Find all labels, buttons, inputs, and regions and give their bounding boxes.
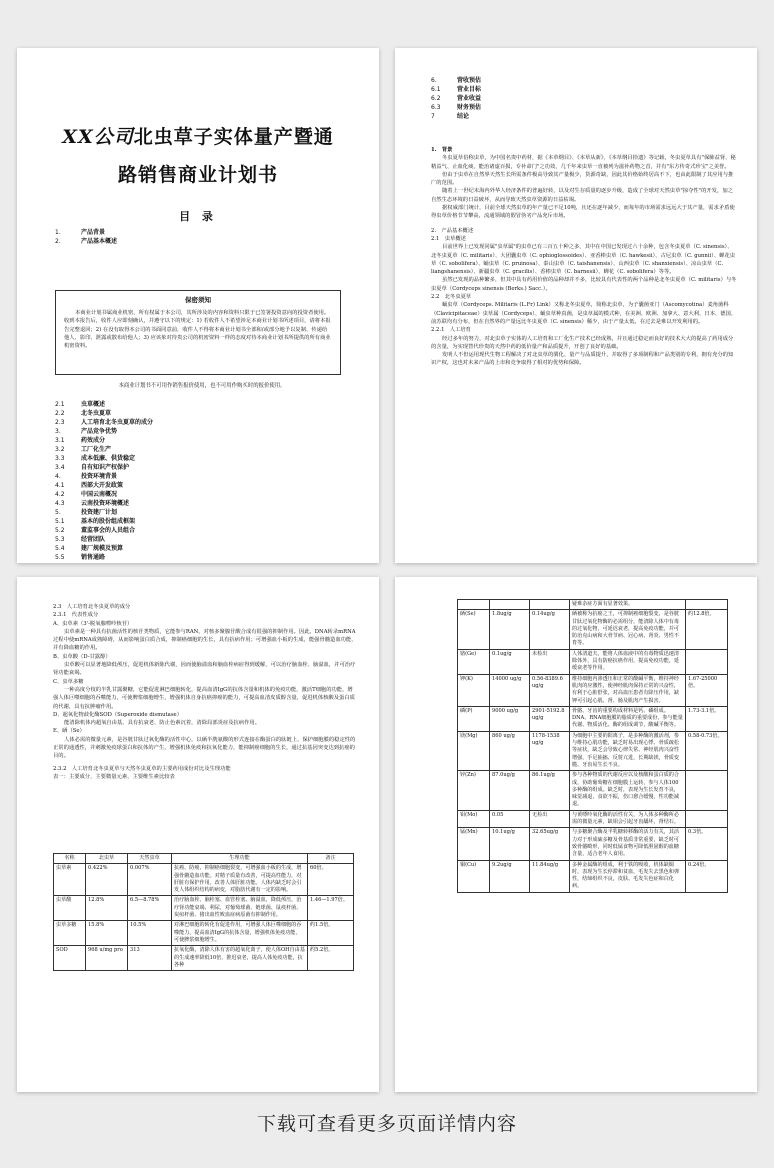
confidentiality-notice bbox=[55, 290, 341, 375]
toc-item bbox=[55, 535, 359, 544]
table-cell: 86.1ug/g bbox=[530, 771, 570, 810]
table-row bbox=[458, 810, 728, 828]
table-cell: 约12.8倍。 bbox=[686, 610, 728, 649]
toc-item-label: 西部大开发政策 bbox=[81, 482, 124, 489]
table-cell: 磷(P) bbox=[458, 706, 490, 731]
toc-item-number: 3.4 bbox=[55, 464, 65, 471]
paragraph: 蛹虫草（Cordyceps. Militaris (L.Fr) Link）又称北冬虫夏草，简称北虫草，为子囊菌亚门（Ascomycotina）麦角菌科（Clavicipitaceae）虫草属（Cordyceps）、蛹虫草种真菌，是虫草属的模式种，在美洲、欧洲、加拿大、意大利、日本、德国、前苏联均有分布，但在自然界的产量远比冬虫夏草（C. sinensis）稀少，由于产量太低，在过去是难以开发利用的。 bbox=[431, 302, 737, 325]
table-caption: 表一：主要成分、主要微量元素、主要维生素比较表 bbox=[53, 773, 175, 780]
composition-table bbox=[53, 853, 354, 971]
table-cell: 60倍。 bbox=[308, 864, 354, 896]
table-cell bbox=[530, 600, 570, 610]
table-row-continued bbox=[458, 600, 728, 610]
background-section bbox=[431, 146, 737, 368]
toc-item-number: 5.3 bbox=[55, 536, 65, 543]
notice-heading: 保密须知 bbox=[185, 296, 211, 304]
toc-item bbox=[55, 472, 359, 481]
toc-item-label: 营业目标 bbox=[457, 86, 482, 93]
item-heading: B、虫草酸（D-甘露醇） bbox=[53, 653, 111, 660]
table-cell: 维持细胞内渗透压和正常的酸碱平衡，维持神经肌肉的应激性，使神经肌肉保持正常的兴奋性，有利于心脏舒张，对高血压患者有降压作用，缺钾可引起心肌、肾、肠及肌肉产生损害。 bbox=[570, 674, 686, 706]
table-cell: 约5.2倍。 bbox=[308, 946, 354, 971]
table-cell: 1.73-3.1倍。 bbox=[686, 706, 728, 731]
table-row bbox=[458, 649, 728, 674]
table-cell: 未检出 bbox=[530, 649, 570, 674]
toc-item-label: 营业收益 bbox=[457, 95, 482, 102]
toc-item-label: 产品竞争优势 bbox=[81, 428, 118, 435]
toc-item-number: 2.3 bbox=[55, 419, 65, 426]
toc-item bbox=[55, 400, 359, 409]
toc-item bbox=[55, 427, 359, 436]
toc-item bbox=[55, 228, 359, 237]
toc-item-label: 结论 bbox=[457, 113, 470, 120]
document-page-2 bbox=[395, 48, 757, 563]
toc-list-tail bbox=[431, 76, 737, 121]
table-cell: 1.8ug/g bbox=[490, 610, 530, 649]
table-cell: 10.1ug/g bbox=[490, 828, 530, 860]
notice-footnote: 本商业计划书不可用作销售报价使用，也不可用作购买时的报价使用。 bbox=[118, 383, 286, 389]
toc-item-label: 人工培育北冬虫夏草的成分 bbox=[81, 419, 154, 426]
toc-item-number: 3. bbox=[55, 428, 61, 435]
table-cell: 14000 ug/g bbox=[490, 674, 530, 706]
paragraph: 冬虫夏草俗称虫草，为中国名贵中药材，据《本草纲目》、《本草从新》、《本草纲目拾遗》等记载，冬虫夏草具有"保肺益肾、秘精益气、止血化痰，能治诸虚百损，专补命门"之功效，几千年来虫草一直被列为滋补药物之首，并有"东方传奇式珍宝"之美誉。 bbox=[431, 155, 736, 170]
table-cell: 虫草多糖 bbox=[54, 921, 86, 946]
toc-item-number: 4.2 bbox=[55, 491, 65, 498]
table-cell: 抗氧化酶，清除人体有害的超氧化离子，使人体OH自由基的生成速率降低10倍，推迟衰老，提高人体免疫功能，抗各种 bbox=[172, 946, 308, 971]
table-row bbox=[54, 921, 354, 946]
item-heading: D、超氧化物歧化酶SOD（Superoxide dismutase） bbox=[53, 711, 182, 718]
table-cell: 骨骼、牙齿的重要构成材料是钙、磷组成。DNA、RNA细胞膜的脂质的重要成份，参与能量代谢、物质活化、酶的组成调节，酸碱平衡等。 bbox=[570, 706, 686, 731]
table-row bbox=[458, 674, 728, 706]
toc-item bbox=[431, 76, 737, 85]
toc-item bbox=[55, 499, 359, 508]
table-cell: 0.3倍。 bbox=[686, 828, 728, 860]
table-cell: 参与各种物质的代谢反应以及核酸和蛋白质的合成，协助葡萄糖在细胞膜上运转，参与人体100多种酶的组成。缺乏时，表现为生长发育不良，味觉减退，食欲不振，伤口愈合缓慢，性功能减退。 bbox=[570, 771, 686, 810]
section-heading: 2.1 虫草概述 bbox=[431, 235, 466, 242]
toc-item bbox=[55, 526, 359, 535]
table-cell: 与黄嘌呤氧化酶的活性有关，为人体多种酶所必需的微量元素，缺钼会引起牙齿龋坏，肾结石。 bbox=[570, 810, 686, 828]
company-name: XX公司 bbox=[62, 126, 134, 148]
table-header-cell: 备注 bbox=[308, 854, 354, 864]
table-cell: 硒(Se) bbox=[458, 610, 490, 649]
toc-item-label: 产品基本概述 bbox=[81, 238, 118, 245]
table-cell: 11.84ug/g bbox=[530, 860, 570, 892]
table-cell: 抗癌、防癌、抑制癌细胞裂变，可增强血小板的生成，增强骨髓造血功能。对精子质量有改善，可提高性能力，对肝脏有保护作用，改善人体肝脏功能。人体内缺乏时会引发人体组织结构的病变，对脂肪代谢有一定的影响。 bbox=[172, 864, 308, 896]
table-cell: 0.14ug/g bbox=[530, 610, 570, 649]
toc-item-label: 营收预估 bbox=[457, 77, 482, 84]
toc-list-rest bbox=[55, 400, 359, 562]
table-cell: 为细胞中主要的阳离子，是多种酶的激活剂，参与维持心肌功能，缺乏时易出现心悸、骨质疏松等症状，缺乏会导致心律失常、神经肌肉兴奋性增强，手足抽搐、反射亢进，长期缺镁，骨质变脆、牙齿易生长不良。 bbox=[570, 731, 686, 770]
toc-item bbox=[431, 94, 737, 103]
table-row bbox=[458, 828, 728, 860]
toc-item-number: 2.1 bbox=[55, 401, 65, 408]
toc-item-label: 药效成分 bbox=[81, 437, 106, 444]
toc-item bbox=[55, 237, 359, 246]
section-heading: 2. 产品基本概述 bbox=[431, 227, 474, 234]
toc-item bbox=[55, 409, 359, 418]
paragraph: 随着上一世纪末海内外华人经济条件的普遍好转，以及对生存质量的逐步升级，造成了全球对天然虫草"掠夺性"的开发，加之自然生态环境的日益破坏，从而导致天然虫草资源的日益枯竭。 bbox=[431, 188, 733, 203]
paragraph: 目前世界上已发现同属"虫草属"的虫草已有三百五十种之多，其中在中国已发现过六十余种，包含冬虫夏草（C. sinensis）、北冬虫夏草（C. militaris）、大团囊虫草（C. ophioglossoides）、亚香棒虫草（C. hawkesii）、古尼虫草（C. gunnii）、蝉花虫草（C. sobolifera）、蛹虫草（C. pruinosa）、泰山虫草（C. taishanensis）、山西虫草（C. shanxiensis）、凉山虫草（C. liangshanensis）、新疆虫草（C. gracilis）、香棒虫草（C. barnesii）、蝉花（C. sobolifera）等等。 bbox=[431, 244, 736, 276]
document-page-4 bbox=[395, 577, 757, 1092]
table-cell: 32.65ug/g bbox=[530, 828, 570, 860]
table-cell: 0.24倍。 bbox=[686, 860, 728, 892]
toc-item-number: 5.2 bbox=[55, 527, 65, 534]
paragraph: 发明人不但运用现代生物工程解决了对北虫草的驯化、量产与品质提升，并取得了多项制程和产品类别的专利，拥有充分的知识产权，这也对未来产品的上市和竞争取得了相对的优势和保障。 bbox=[431, 352, 734, 367]
toc-item-label: 北冬虫夏草 bbox=[81, 410, 112, 417]
table-cell: 0.56-8389.6 ug/g bbox=[530, 674, 570, 706]
toc-item bbox=[55, 463, 359, 472]
toc-item-number: 6.1 bbox=[431, 86, 441, 93]
table-cell bbox=[686, 600, 728, 610]
table-cell: 0.1ug/g bbox=[490, 649, 530, 674]
toc-item-number: 5.5 bbox=[55, 554, 65, 561]
table-cell: 0.05 bbox=[490, 810, 530, 828]
toc-item bbox=[431, 112, 737, 121]
table-cell: 对淋巴细胞的转化有促进作用，可增强人体巨噬细胞的吞噬能力，提高血清IgG的抗体含量，增强机体免疫功能，可使脾浆细胞增生。 bbox=[172, 921, 308, 946]
table-cell bbox=[686, 649, 728, 674]
section-heading: 2.2 北冬虫夏草 bbox=[431, 294, 472, 301]
section-heading: 2.3.1 代表性成分 bbox=[53, 612, 99, 619]
table-cell: 313 bbox=[128, 946, 172, 971]
toc-item-label: 建厂规模及预算 bbox=[81, 545, 124, 552]
table-cell: 镁(Mg) bbox=[458, 731, 490, 770]
toc-item-label: 虫草概述 bbox=[81, 401, 106, 408]
table-cell: 0.422% bbox=[86, 864, 128, 896]
table-cell bbox=[686, 771, 728, 810]
toc-item bbox=[55, 418, 359, 427]
toc-item bbox=[55, 508, 359, 517]
table-row bbox=[54, 946, 354, 971]
toc-item-label: 工厂化生产 bbox=[81, 446, 112, 453]
document-page-1 bbox=[17, 48, 379, 563]
item-heading: E、硒（Se） bbox=[53, 728, 85, 735]
toc-item bbox=[55, 490, 359, 499]
toc-item-number: 5.1 bbox=[55, 518, 65, 525]
toc-item-label: 财务预估 bbox=[457, 104, 482, 111]
toc-item-label: 基本的股份组成框架 bbox=[81, 518, 136, 525]
composition-section bbox=[53, 603, 357, 781]
toc-item-number: 4.1 bbox=[55, 482, 65, 489]
table-cell bbox=[458, 600, 490, 610]
toc-item-label: 投资建厂计划 bbox=[81, 509, 118, 516]
table-row bbox=[54, 864, 354, 896]
toc-item bbox=[55, 544, 359, 553]
table-cell: 12.8% bbox=[86, 896, 128, 921]
toc-item-number: 2.2 bbox=[55, 410, 65, 417]
toc-item-number: 4. bbox=[55, 473, 61, 480]
toc-item-number: 7 bbox=[431, 113, 435, 120]
toc-item bbox=[55, 436, 359, 445]
paragraph: 能清除机体内超氧自由基，具有抗衰老、防止色素沉着，清除局部炎症及抗病作用。 bbox=[64, 720, 260, 727]
toc-item-number: 4.3 bbox=[55, 500, 65, 507]
paragraph: 但由于虫草在自然界天然生长所需条件极高导致其产量极少，货源奇缺，因此其价格始终居高不下，也由此限制了其应用与推广的范围。 bbox=[431, 171, 734, 187]
table-row bbox=[458, 860, 728, 892]
table-cell bbox=[490, 600, 530, 610]
table-cell: 9000 ug/g bbox=[490, 706, 530, 731]
table-header-cell: 生理功能 bbox=[172, 854, 308, 864]
toc-item-number: 6.2 bbox=[431, 95, 441, 102]
toc-item-number: 6. bbox=[431, 77, 437, 84]
table-cell: 虫草酸 bbox=[54, 896, 86, 921]
table-cell: 87.0ug/g bbox=[490, 771, 530, 810]
table-row bbox=[458, 610, 728, 649]
section-heading: 1. 背景 bbox=[431, 147, 453, 153]
toc-item bbox=[55, 445, 359, 454]
toc-item-number: 1. bbox=[55, 229, 61, 236]
toc-item-number: 3.2 bbox=[55, 446, 65, 453]
table-cell: 治疗脑血栓、脑栓塞、血管栓塞、脑溢血，降低颅压，治疗肾功能衰竭、利尿，对葡萄球菌、链球菌、鼠疫杆菌、炭疽杆菌、猪出血性败血症病原菌有抑制作用。 bbox=[172, 896, 308, 921]
table-cell: 锰(Mn) bbox=[458, 828, 490, 860]
table-cell: 与多糖聚合酶及半乳糖转移酶的活力有关，其活力对于形成硫多糖及骨基质非常重要，缺乏时可致骨骼畸形，同时低锰食物可降低胆固醇的血糖含量，适合老年人食用。 bbox=[570, 828, 686, 860]
table-cell: 968 u/mg pro bbox=[86, 946, 128, 971]
table-cell: 无检出 bbox=[530, 810, 570, 828]
table-cell: 疑难杂症方面有显著效果。 bbox=[570, 600, 686, 610]
paragraph: 虫草素是一种具有抗菌活性的核苷类物质，它能参与RAN，对核多聚腺苷酸合成有很强的抑制作用。因此，DNA转录mRNA过程中使mRNA成熟障碍，从而影响蛋白质合成，抑制癌细胞的生长，具有抗病作用；可增强血小板的生成，能强骨髓造血功能，并有降血糖的作用。 bbox=[53, 628, 357, 652]
toc-item-number: 5. bbox=[55, 509, 61, 516]
toc-item bbox=[431, 85, 737, 94]
table-cell: 铜(Cu) bbox=[458, 860, 490, 892]
paragraph: 虽然已发现的品种繁多，但其中具有药用价值的品种却并不多，比较具有代表性的两个品种是北冬虫夏草（C. militaris）与冬虫夏草（Cordyceps sinensis (Berks.) Sacc.）。 bbox=[431, 277, 737, 292]
toc-item bbox=[431, 103, 737, 112]
section-heading: 2.2.1 人工培育 bbox=[431, 327, 471, 334]
section-heading: 2.3 人工培育北冬虫夏草的成分 bbox=[53, 604, 131, 610]
toc-item-label: 董监事会的人员组合 bbox=[81, 527, 136, 534]
document-page-3 bbox=[17, 577, 379, 1092]
download-more-caption: 下载可查看更多页面详情内容 bbox=[256, 1113, 517, 1135]
table-header-cell: 天然虫草 bbox=[128, 854, 172, 864]
toc-item-label: 产品背景 bbox=[81, 229, 106, 236]
table-cell: 钾(K) bbox=[458, 674, 490, 706]
table-cell: 1.46—1.97倍。 bbox=[308, 896, 354, 921]
toc-item-label: 自有知识产权保护 bbox=[81, 464, 130, 471]
table-row bbox=[54, 896, 354, 921]
table-cell: 15.8% bbox=[86, 921, 128, 946]
paragraph: 经过多年的努力，对北虫草子实体的人工培育和工厂化生产技术已经成熟，并且通过稳定而良好的技术大大的提高了药用成分的含量，为实现替代珍贵的天然中药的低价量产和品质提升，开创了良好的基础。 bbox=[431, 335, 734, 350]
toc-item-number: 5.4 bbox=[55, 545, 65, 552]
trace-element-table bbox=[457, 599, 728, 893]
item-heading: A、虫草素（3'-脱氧腺嘌呤核苷） bbox=[53, 620, 133, 627]
table-cell: 锌(Zn) bbox=[458, 771, 490, 810]
toc-item bbox=[55, 454, 359, 463]
toc-item bbox=[55, 553, 359, 562]
table-cell: 0.58-0.73倍。 bbox=[686, 731, 728, 770]
table-cell: 锗(Ge) bbox=[458, 649, 490, 674]
section-heading: 2.3.2 人工培育北冬虫夏草与天然冬虫夏草的主要药用成份对比及生理功能 bbox=[53, 765, 231, 772]
table-cell: 1178-1538 ug/g bbox=[530, 731, 570, 770]
table-cell: 0.007% bbox=[128, 864, 172, 896]
table-header-cell: 北虫草 bbox=[86, 854, 128, 864]
table-header-cell: 名称 bbox=[54, 854, 86, 864]
toc-item-number: 3.1 bbox=[55, 437, 65, 444]
table-row bbox=[458, 771, 728, 810]
toc-item-label: 成本低廉、供货稳定 bbox=[81, 455, 136, 462]
table-cell: 6.5—8.78% bbox=[128, 896, 172, 921]
item-heading: C、虫草多糖 bbox=[53, 678, 84, 685]
toc-item bbox=[55, 517, 359, 526]
toc-list-top bbox=[55, 228, 359, 246]
table-row bbox=[458, 731, 728, 770]
table-cell: SOD bbox=[54, 946, 86, 971]
table-cell: 2901-5192.8 ug/g bbox=[530, 706, 570, 731]
table-cell: 约1.5倍。 bbox=[308, 921, 354, 946]
table-cell bbox=[686, 810, 728, 828]
toc-item-label: 经营团队 bbox=[81, 536, 106, 543]
toc-heading: 目 录 bbox=[179, 210, 217, 223]
toc-item-number: 3.3 bbox=[55, 455, 65, 462]
document-title-line-1: XX公司北虫草子实体量产暨通 bbox=[62, 126, 334, 148]
toc-item-label: 中国云南概况 bbox=[81, 491, 118, 498]
paragraph: 据权威部门统计，目前全球天然虫草的年产量已不足10吨，且还在逐年减少，而每年的市场需求远远大于其产量，需求矛盾使得虫草价格节节攀高，流通领域的假冒伪劣产品充斥市场。 bbox=[431, 205, 735, 220]
table-cell: 人体清道夫，能将人体血液中的有毒物质迅速清除体外，具有防癌抗癌作用，提高免疫功能，延缓衰老等作用。 bbox=[570, 649, 686, 674]
toc-item bbox=[55, 481, 359, 490]
paragraph: 一种高度分枝的半乳甘露聚糖，它能促进淋巴细胞转化，提高血清IgG的抗体含量和机体的免疫功能，激活T细胞的功能，增强人体巨噬细胞的吞噬能力，可使脾浆细胞增生，增强机体自身抗癌抑癌的能力，可提高血清皮质醇含量，促进机体核酸及蛋白质的代谢，具有抗肿瘤作用。 bbox=[53, 686, 355, 710]
toc-item-label: 投资环境背景 bbox=[81, 473, 118, 480]
table-cell: 9.2ug/g bbox=[490, 860, 530, 892]
table-cell: 多种金属酶的组成，利于铁的吸收，机体缺铜时，表现为生长停滞和贫血，毛发失去黑色和弹性，结缔组织不良，皮肤、毛发失色症和白化病。 bbox=[570, 860, 686, 892]
toc-item-label: 云南投资环境概述 bbox=[81, 500, 130, 507]
toc-item-number: 6.3 bbox=[431, 104, 441, 111]
table-cell: 10.5% bbox=[128, 921, 172, 946]
paragraph: 虫草酸可以显著地降低颅压，促进机体新陈代谢，因而使脑溢血和脑血栓病症得到缓解，可以治疗脑血栓、脑溢血，并可治疗肾功能衰竭。 bbox=[53, 662, 356, 677]
document-title-line-2: 路销售商业计划书 bbox=[117, 164, 278, 186]
toc-item-label: 销售通路 bbox=[81, 554, 106, 561]
table-cell: 硒被称为抗癌之王，可抑制癌细胞裂变，是谷胱甘肽过氧化物酶的必需组分，能清除人体中有毒的过氧化物，可延迟衰老，提高免疫功能，并可防治克山病和大骨节病、冠心病、肾炎、男性不育等。 bbox=[570, 610, 686, 649]
table-cell: 虫草素 bbox=[54, 864, 86, 896]
table-cell: 860 ug/g bbox=[490, 731, 530, 770]
paragraph: 人体必需的微量元素，是谷胱甘肽过氧化酶的活性中心，以硒半胱氨酸的形式连接在酶蛋白的肽链上，保护细胞膜的稳定性的正常的通透性，并刺激免疫球蛋白和抗体的产生，增强机体免疫和抗氧化能力，能抑制癌细胞的生长，通过抗基因突变达到抗癌的目的。 bbox=[53, 736, 356, 760]
notice-body: 本商业计划书属商业机密，所有权属于本公司，其所涉及的内容和资料只限于已签署投资意向的投资者使用。收到本报告后，收件人应即刻确认，并遵守以下的规定：1) 若收件人不希望涉足本商业计划书所述项目，请将本报告完整退回；2) 在没有取得本公司的书面同意前，收件人不得将本商业计划书全部和/或部分地予以复制、传递给他人、影印、泄露或散布给他人；3) 应该象对待贵公司的机密资料一样的态度对待本商业计划书所提供的所有商业机密资料。 bbox=[64, 310, 331, 350]
table-cell: 钼(Mo) bbox=[458, 810, 490, 828]
table-cell: 1.67-25000倍。 bbox=[686, 674, 728, 706]
table-row bbox=[458, 706, 728, 731]
toc-item-number: 2. bbox=[55, 238, 61, 245]
